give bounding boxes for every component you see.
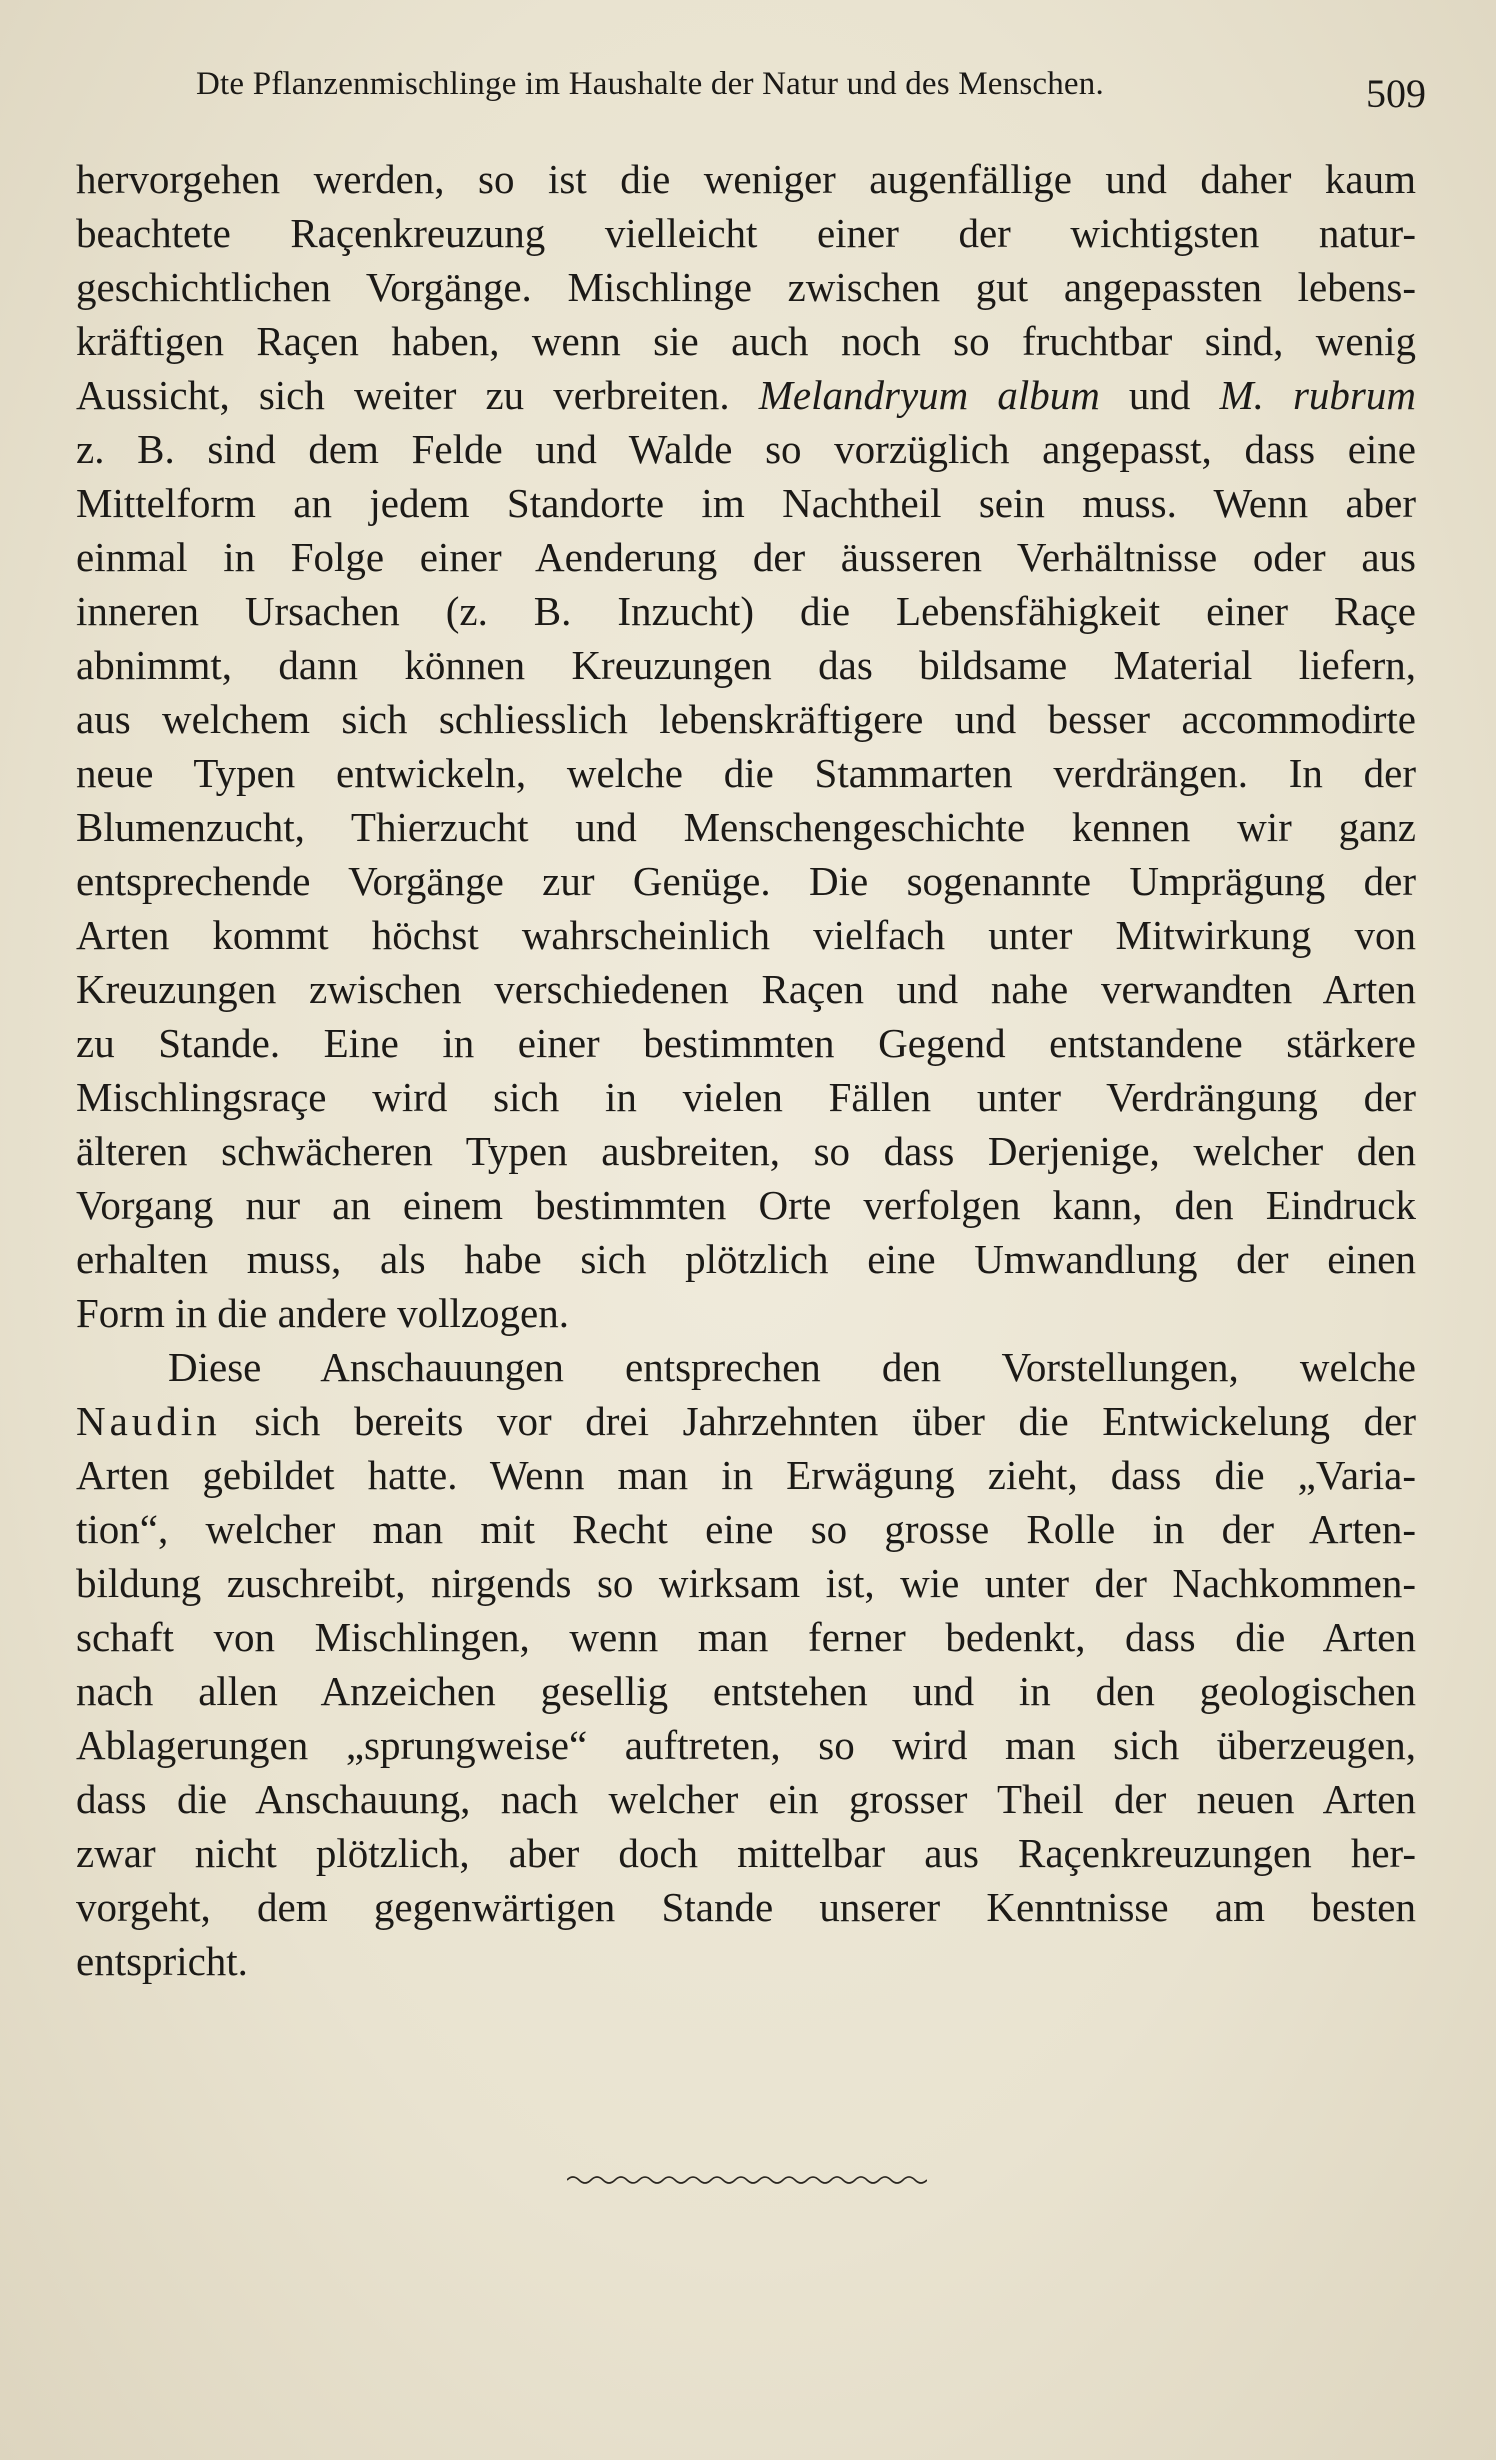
- text-line: schaft von Mischlingen, wenn man ferner bedenkt, dass die Arten: [76, 1614, 1416, 1660]
- text-line: neue Typen entwickeln, welche die Stammarten verdrängen. In der: [76, 750, 1416, 796]
- text-line: inneren Ursachen (z. B. Inzucht) die Lebensfähigkeit einer Raçe: [76, 588, 1416, 634]
- text-line: Arten gebildet hatte. Wenn man in Erwägung zieht, dass die „Varia-: [76, 1452, 1416, 1498]
- text-line: dass die Anschauung, nach welcher ein grosser Theil der neuen Arten: [76, 1776, 1416, 1822]
- text-line: zwar nicht plötzlich, aber doch mittelbar aus Raçenkreuzungen her-: [76, 1830, 1416, 1876]
- text-line: entsprechende Vorgänge zur Genüge. Die sogenannte Umprägung der: [76, 858, 1416, 904]
- body-text: [76, 152, 1416, 1988]
- text-line: Arten kommt höchst wahrscheinlich vielfach unter Mitwirkung von: [76, 912, 1416, 958]
- text-line: zu Stande. Eine in einer bestimmten Gegend entstandene stärkere: [76, 1020, 1416, 1066]
- text-line: Form in die andere vollzogen.: [76, 1290, 570, 1336]
- running-head: Dte Pflanzenmischlinge im Haushalte der Natur und des Menschen.: [196, 66, 1104, 102]
- page-header: [196, 58, 1426, 118]
- species-name-italic: M. rubrum: [1219, 372, 1416, 418]
- text-line: hervorgehen werden, so ist die weniger augenfällige und daher kaum: [76, 156, 1416, 202]
- text-line: bildung zuschreibt, nirgends so wirksam ist, wie unter der Nachkommen-: [76, 1560, 1416, 1606]
- text-line: Mischlingsraçe wird sich in vielen Fällen unter Verdrängung der: [76, 1074, 1416, 1120]
- text-line: [76, 1394, 1416, 1448]
- text-line: vorgeht, dem gegenwärtigen Stande unserer Kenntnisse am besten: [76, 1884, 1416, 1930]
- text-line: tion“, welcher man mit Recht eine so grosse Rolle in der Arten-: [76, 1506, 1416, 1552]
- text-line: erhalten muss, als habe sich plötzlich eine Umwandlung der einen: [76, 1236, 1416, 1282]
- text-line: beachtete Raçenkreuzung vielleicht einer der wichtigsten natur-: [76, 210, 1416, 256]
- species-name-italic: Melandryum album: [758, 372, 1100, 418]
- text-line: Kreuzungen zwischen verschiedenen Raçen und nahe verwandten Arten: [76, 966, 1416, 1012]
- text-line: [76, 368, 1416, 422]
- text-line: Blumenzucht, Thierzucht und Menschengeschichte kennen wir ganz: [76, 804, 1416, 850]
- text-line: kräftigen Raçen haben, wenn sie auch noch so fruchtbar sind, wenig: [76, 318, 1416, 364]
- text-line: älteren schwächeren Typen ausbreiten, so dass Derjenige, welcher den: [76, 1128, 1416, 1174]
- text-line: abnimmt, dann können Kreuzungen das bildsame Material liefern,: [76, 642, 1416, 688]
- text-line: Vorgang nur an einem bestimmten Orte verfolgen kann, den Eindruck: [76, 1182, 1416, 1228]
- text-line: geschichtlichen Vorgänge. Mischlinge zwischen gut angepassten lebens-: [76, 264, 1416, 310]
- page-number: 509: [1366, 71, 1426, 116]
- text-segment: und: [1128, 372, 1191, 418]
- text-line: aus welchem sich schliesslich lebenskräftigere und besser accommodirte: [76, 696, 1416, 742]
- text-line: nach allen Anzeichen gesellig entstehen und in den geologischen: [76, 1668, 1416, 1714]
- text-segment: Aussicht, sich weiter zu verbreiten.: [76, 372, 730, 418]
- text-line: z. B. sind dem Felde und Walde so vorzüglich angepasst, dass eine: [76, 426, 1416, 472]
- text-line: Mittelform an jedem Standorte im Nachtheil sein muss. Wenn aber: [76, 480, 1416, 526]
- text-line: Ablagerungen „sprungweise“ auftreten, so wird man sich überzeugen,: [76, 1722, 1416, 1768]
- text-segment: sich bereits vor drei Jahrzehnten über die Entwickelung der: [254, 1398, 1416, 1444]
- text-line: einmal in Folge einer Aenderung der äusseren Verhältnisse oder aus: [76, 534, 1416, 580]
- text-line: entspricht.: [76, 1938, 248, 1984]
- wavy-rule-ornament: [567, 2172, 927, 2188]
- author-name-spaced: Naudin: [76, 1398, 221, 1444]
- text-line: Diese Anschauungen entsprechen den Vorstellungen, welche: [168, 1344, 1416, 1390]
